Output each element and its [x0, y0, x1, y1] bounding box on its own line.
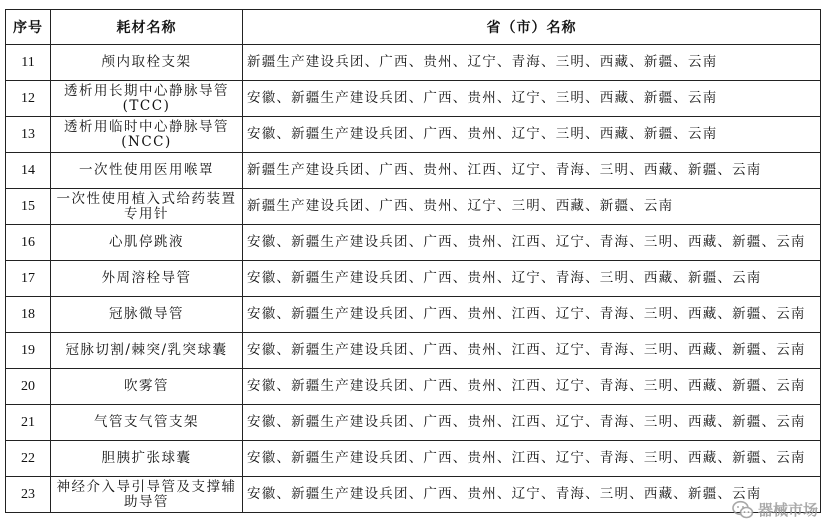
table-row: [6, 261, 821, 297]
row-name: 冠脉切割/棘突/乳突球囊: [51, 333, 243, 369]
row-provinces: 安徽、新疆生产建设兵团、广西、贵州、辽宁、三明、西藏、新疆、云南: [243, 81, 821, 117]
row-name: 心肌停跳液: [51, 225, 243, 261]
table-row: [6, 117, 821, 153]
table-row: [6, 333, 821, 369]
row-name: 颅内取栓支架: [51, 45, 243, 81]
row-name: 神经介入导引导管及支撑辅助导管: [51, 477, 243, 513]
row-provinces: 安徽、新疆生产建设兵团、广西、贵州、江西、辽宁、青海、三明、西藏、新疆、云南: [243, 333, 821, 369]
watermark-text: 器械市场: [757, 501, 818, 519]
row-provinces: 安徽、新疆生产建设兵团、广西、贵州、江西、辽宁、青海、三明、西藏、新疆、云南: [243, 297, 821, 333]
table-body: [6, 45, 821, 513]
row-provinces: 安徽、新疆生产建设兵团、广西、贵州、辽宁、三明、西藏、新疆、云南: [243, 117, 821, 153]
table-row: [6, 81, 821, 117]
header-name: 耗材名称: [51, 10, 243, 45]
row-index: 20: [6, 369, 51, 405]
row-provinces: 新疆生产建设兵团、广西、贵州、辽宁、青海、三明、西藏、新疆、云南: [243, 45, 821, 81]
row-index: 11: [6, 45, 51, 81]
row-name: 透析用长期中心静脉导管(TCC): [51, 81, 243, 117]
row-provinces: 安徽、新疆生产建设兵团、广西、贵州、辽宁、青海、三明、西藏、新疆、云南: [243, 261, 821, 297]
wechat-icon: [732, 500, 754, 520]
row-name: 吹雾管: [51, 369, 243, 405]
row-index: 18: [6, 297, 51, 333]
row-name: 外周溶栓导管: [51, 261, 243, 297]
table-row: [6, 297, 821, 333]
table-row: [6, 189, 821, 225]
table-header-row: [6, 10, 821, 45]
consumables-table: [5, 9, 821, 513]
row-index: 23: [6, 477, 51, 513]
row-provinces: 安徽、新疆生产建设兵团、广西、贵州、辽宁、青海、三明、西藏、新疆、云南: [243, 477, 821, 513]
row-name: 一次性使用医用喉罩: [51, 153, 243, 189]
row-index: 14: [6, 153, 51, 189]
row-provinces: 安徽、新疆生产建设兵团、广西、贵州、江西、辽宁、青海、三明、西藏、新疆、云南: [243, 369, 821, 405]
row-index: 19: [6, 333, 51, 369]
row-provinces: 安徽、新疆生产建设兵团、广西、贵州、江西、辽宁、青海、三明、西藏、新疆、云南: [243, 441, 821, 477]
table-row: [6, 405, 821, 441]
header-index: 序号: [6, 10, 51, 45]
row-index: 15: [6, 189, 51, 225]
row-index: 13: [6, 117, 51, 153]
table-row: [6, 45, 821, 81]
row-name: 透析用临时中心静脉导管(NCC): [51, 117, 243, 153]
table-row: [6, 369, 821, 405]
row-name: 冠脉微导管: [51, 297, 243, 333]
row-name: 胆胰扩张球囊: [51, 441, 243, 477]
watermark: [732, 499, 818, 520]
row-index: 22: [6, 441, 51, 477]
row-index: 21: [6, 405, 51, 441]
row-index: 16: [6, 225, 51, 261]
row-index: 17: [6, 261, 51, 297]
table-row: [6, 225, 821, 261]
row-provinces: 新疆生产建设兵团、广西、贵州、江西、辽宁、青海、三明、西藏、新疆、云南: [243, 153, 821, 189]
header-provinces: 省（市）名称: [243, 10, 821, 45]
row-name: 一次性使用植入式给药装置专用针: [51, 189, 243, 225]
row-provinces: 安徽、新疆生产建设兵团、广西、贵州、江西、辽宁、青海、三明、西藏、新疆、云南: [243, 225, 821, 261]
row-name: 气管支气管支架: [51, 405, 243, 441]
row-index: 12: [6, 81, 51, 117]
table-row: [6, 153, 821, 189]
row-provinces: 新疆生产建设兵团、广西、贵州、辽宁、三明、西藏、新疆、云南: [243, 189, 821, 225]
row-provinces: 安徽、新疆生产建设兵团、广西、贵州、江西、辽宁、青海、三明、西藏、新疆、云南: [243, 405, 821, 441]
table-row: [6, 477, 821, 513]
table-row: [6, 441, 821, 477]
